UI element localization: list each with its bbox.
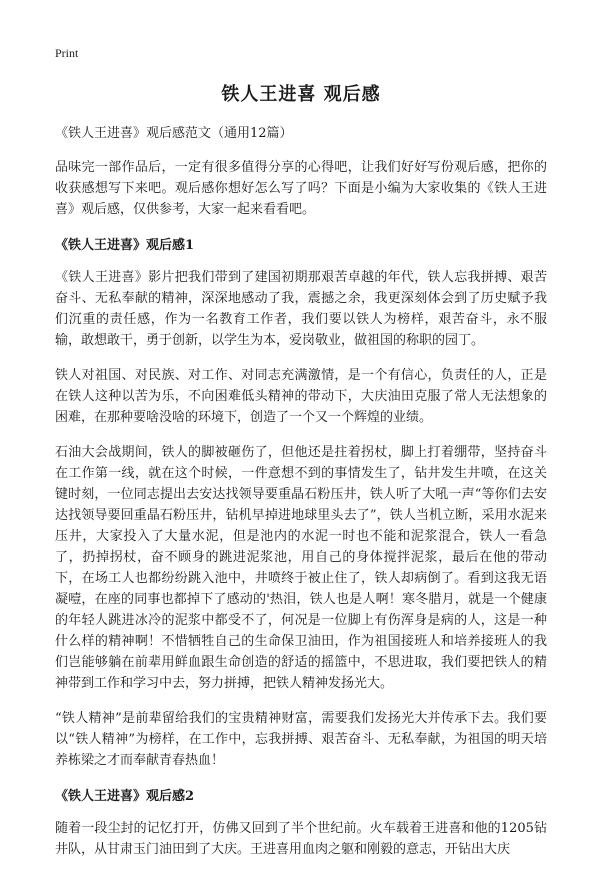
body-paragraph: “铁人精神”是前辈留给我们的宝贵精神财富，需要我们发扬光大并传承下去。我们要以“铁人精神”为榜样，在工作中，忘我拼搏、艰苦奋斗、无私奉献，为祖国的明天培养栋梁之才而奉献青春热血！ xyxy=(55,711,547,768)
intro-paragraph: 品味完一部作品后，一定有很多值得分享的心得吧，让我们好好写份观后感，把你的收获感想写下来吧。观后感你想好怎么写了吗？下面是小编为大家收集的《铁人王进喜》观后感，仅供参考，大家一起来看看吧。 xyxy=(55,160,547,217)
document-body xyxy=(55,70,547,874)
section-heading: 《铁人王进喜》观后感2 xyxy=(55,789,195,804)
body-paragraph: 《铁人王进喜》影片把我们带到了建国初期那艰苦卓越的年代，铁人忘我拼搏、艰苦奋斗、无私奉献的精神，深深地感动了我，震撼之余，我更深刻体会到了历史赋予我们沉重的责任感，作为一名教育工作者，我们要以铁人为榜样，艰苦奋斗，永不服输，敢想敢干，勇于创新，以学生为本，爱岗敬业，做祖国的称职的园丁。 xyxy=(55,270,547,348)
page-title: 铁人王进喜 观后感 xyxy=(221,84,381,105)
print-label[interactable]: Print xyxy=(55,46,79,60)
doc-subtitle: 《铁人王进喜》观后感范文（通用12篇） xyxy=(55,126,293,141)
body-paragraph: 随着一段尘封的记忆打开，仿佛又回到了半个世纪前。火车载着王进喜和他的1205钻井队，从甘肃玉门油田到了大庆。王进喜用血肉之躯和刚毅的意志，开钻出大庆 xyxy=(55,821,547,857)
section-heading: 《铁人王进喜》观后感1 xyxy=(55,238,195,253)
body-paragraph: 铁人对祖国、对民族、对工作、对同志充满激情，是一个有信心，负责任的人，正是在铁人这种以苦为乐，不向困难低头精神的带动下，大庆油田克服了常人无法想象的困难，在那种要啥没啥的环境下，创造了一个又一个辉煌的业绩。 xyxy=(55,368,547,425)
body-paragraph: 石油大会战期间，铁人的脚被砸伤了，但他还是拄着拐杖，脚上打着绷带，坚持奋斗在工作第一线，就在这个时候，一件意想不到的事情发生了，钻井发生井喷，在这关键时刻，一位同志提出去安达找领导要重晶石粉压井，铁人听了大吼一声“等你们去安达找领导要回重晶石粉压井，钻机早掉进地球里头去了”，铁人当机立断，采用水泥来压井，大家投入了大量水泥，但是池内的水泥一时也不能和泥浆混合，铁人一看急了，扔掉拐杖，奋不顾身的跳进泥浆池，用自己的身体搅拌泥浆，最后在他的带动下，在场工人也都纷纷跳入池中，井喷终于被止住了，铁人却病倒了。看到这我无语凝噎，在座的同事也都掉下了感动的'热泪，铁人也是人啊！寒冬腊月，就是一个健康的年轻人跳进冰冷的泥浆中都受不了，何况是一位脚上有伤浑身是病的人，这是一种什么样的精神啊！不惜牺牲自己的生命保卫油田，作为祖国接班人和培养接班人的我们岂能够躺在前辈用鲜血跟生命创造的舒适的摇篮中，不思进取，我们要把铁人的精神带到工作和学习中去，努力拼搏，把铁人精神发扬光大。 xyxy=(55,445,547,691)
